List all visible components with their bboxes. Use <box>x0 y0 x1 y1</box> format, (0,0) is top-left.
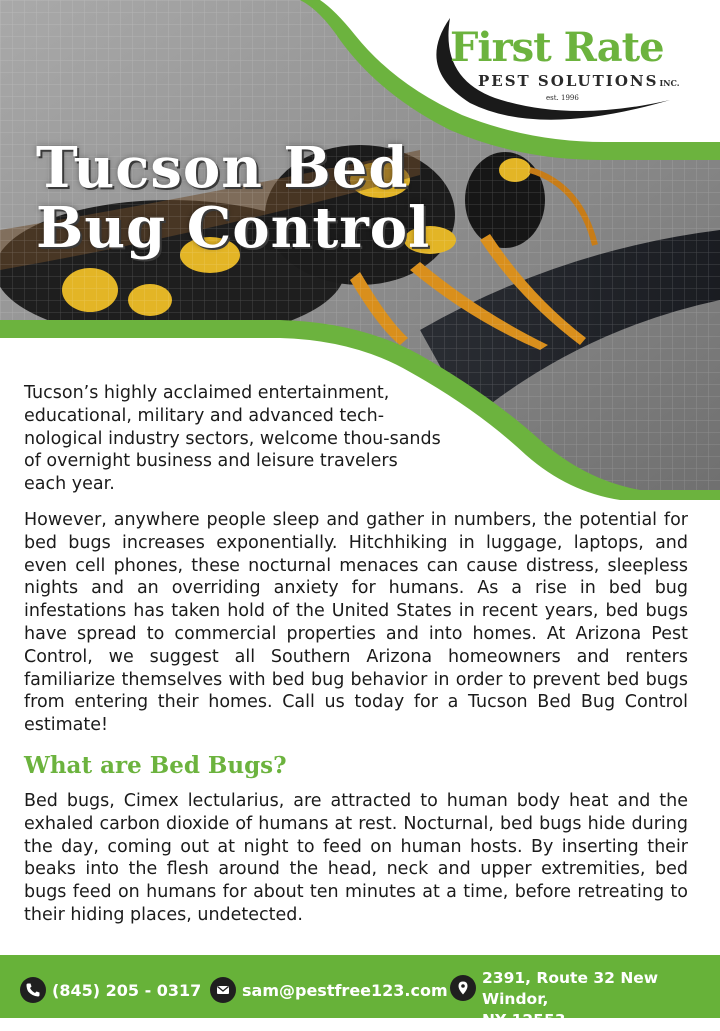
logo-established: est. 1996 <box>546 94 579 102</box>
intro-paragraph: Tucson’s highly acclaimed entertainment, educational, military and advanced tech-nological industry sectors, welcome thou-sands of overnight business and leisure travelers each year. <box>24 383 441 495</box>
phone-contact[interactable] <box>20 977 201 1003</box>
envelope-icon <box>210 977 236 1003</box>
section-heading: What are Bed Bugs? <box>24 752 287 779</box>
address-line-2: NY 12553 <box>482 1011 566 1029</box>
location-pin-icon <box>450 975 476 1001</box>
email-address[interactable]: sam@pestfree123.com <box>242 980 448 1000</box>
address-contact <box>450 968 720 1031</box>
email-contact[interactable] <box>210 977 448 1003</box>
phone-number[interactable]: (845) 205 - 0317 <box>52 980 202 1000</box>
body-paragraph: However, anywhere people sleep and gather in numbers, the potential for bed bugs increases exponentially. Hitchhiking in luggage, laptops, and even cell phones, these nocturnal menaces can cause distress, sleepless nights and an overriding anxiety for humans. As a rise in bed bug infestations has taken hold of the United States in recent years, bed bugs have spread to commercial properties and into homes. At Arizona Pest Control, we suggest all Southern Arizona homeowners and renters familiarize themselves with bed bug behavior in order to prevent bed bugs from entering their homes. Call us today for a Tucson Bed Bug Control estimate! <box>24 510 688 736</box>
body-paragraph-bed-bugs: Bed bugs, Cimex lectularius, are attracted to human body heat and the exhaled carbon dioxide of humans at rest. Nocturnal, bed bugs hide during the day, coming out at night to feed on human hosts. By inserting their beaks into the flesh around the head, neck and upper extremities, bed bugs feed on humans for about ten minutes at a time, before retreating to their hiding places, undetected. <box>24 791 688 925</box>
page-title: Tucson Bed Bug Control <box>36 135 431 261</box>
logo-suffix: INC. <box>659 78 680 88</box>
logo-name: First Rate <box>450 24 664 71</box>
logo-subtitle <box>478 72 680 90</box>
street-address <box>482 968 720 1031</box>
phone-icon <box>20 977 46 1003</box>
address-line-1: 2391, Route 32 New Windor, <box>482 969 659 1008</box>
company-logo <box>420 8 710 126</box>
logo-subtitle-text: PEST SOLUTIONS <box>478 72 659 90</box>
